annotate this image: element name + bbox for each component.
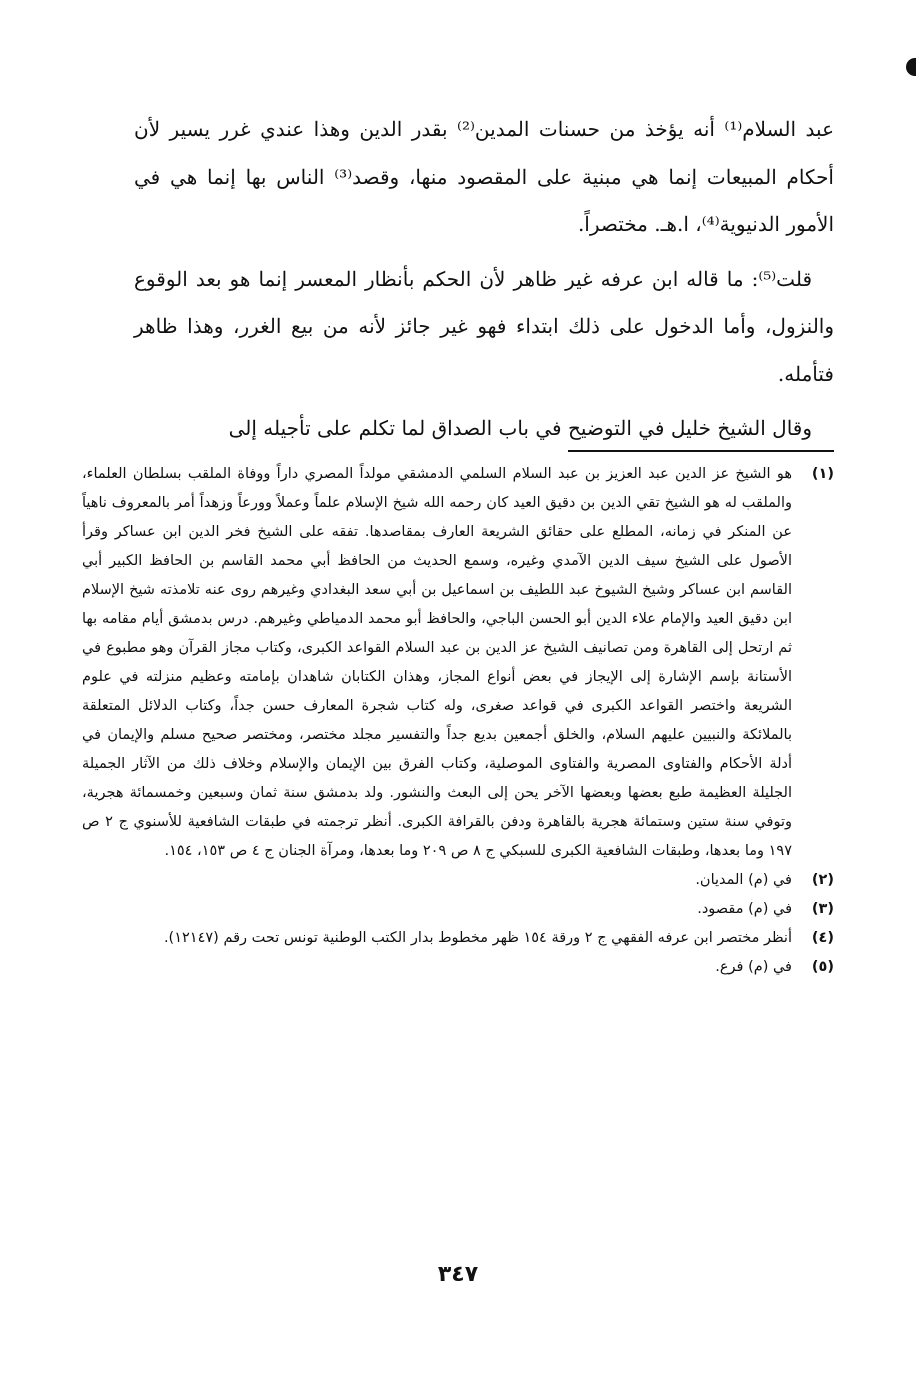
footnote-item [82, 460, 834, 866]
footnote-number: (٤) [811, 930, 834, 946]
main-paragraph: قلت⁽⁵⁾: ما قاله ابن عرفه غير ظاهر لأن الحكم بأنظار المعسر إنما هو بعد الوقوع والنزول، وأما الدخول على ذلك ابتداء فهو غير جائز لأنه من بيع الغرر، وهذا ظاهر فتأمله. [134, 266, 835, 386]
page-edge-mark [906, 58, 916, 76]
footnote-divider [568, 450, 834, 452]
footnote-text: أنظر مختصر ابن عرفه الفقهي ج ٢ ورقة ١٥٤ ظهر مخطوط بدار الكتب الوطنية تونس تحت رقم (١٢١٤٧). [163, 930, 792, 946]
footnote-number: (١) [811, 466, 834, 482]
footnote-text: في (م) مقصود. [697, 901, 792, 917]
footnote-number: (٣) [811, 901, 834, 917]
footnote-item [82, 895, 834, 924]
page-number: ٣٤٧ [437, 1262, 479, 1287]
main-paragraph: عبد السلام⁽¹⁾ أنه يؤخذ من حسنات المدين⁽²⁾ بقدر الدين وهذا عندي غرر يسير لأن أحكام المبيعات إنما هي مبنية على المقصود منها، وقصد⁽³⁾ الناس بها إنما هي في الأمور الدنيوية⁽⁴⁾، ا.هـ. مختصراً. [134, 117, 835, 236]
main-paragraph: وقال الشيخ خليل في التوضيح في باب الصداق لما تكلم على تأجيله إلى [228, 416, 812, 440]
footnote-text: في (م) المديان. [695, 872, 792, 888]
footnote-item [82, 866, 834, 895]
footnote-number: (٥) [811, 959, 834, 975]
footnote-item [82, 924, 834, 953]
footnote-item [82, 953, 834, 982]
footnote-text: في (م) فرع. [715, 959, 792, 975]
footnotes-section [82, 460, 834, 982]
footnote-number: (٢) [811, 872, 834, 888]
footnote-text: هو الشيخ عز الدين عبد العزيز بن عبد السلام السلمي الدمشقي مولداً المصري داراً ووفاة الملقب بسلطان العلماء، والملقب له هو الشيخ تقي الدين بن دقيق العيد كان رحمه الله شيخ الإسلام علماً وعملاً وورعاً وزهداً أمر بالمعروف ناهياً عن المنكر في زمانه، المطلع على حقائق الشريعة العارف بمقاصدها. تفقه على الشيخ فخر الدين ابن عساكر وقرأ الأصول على الشيخ سيف الدين الآمدي وغيره، وسمع الحديث من الحافظ أبي محمد القاسم بن الحافظ الكبير أبي القاسم ابن عساكر وشيخ الشيوخ عبد اللطيف بن اسماعيل بن أبي سعد البغدادي وغيرهم روى عنه تلامذته شيخ الإسلام ابن دقيق العيد والإمام علاء الدين أبو الحسن الباجي، والحافظ أبو محمد الدمياطي وغيرهم. درس بدمشق أيام مقامه بها ثم ارتحل إلى القاهرة ومن تصانيف الشيخ عز الدين بن عبد السلام القواعد الكبرى، وكتاب مجاز القرآن وهو مطبوع في الأستانة بإسم الإشارة إلى الإيجاز في بعض أنواع المجاز، وهذان الكتابان شاهدان بإمامته وعظيم منزلته في علوم الشريعة واختصر القواعد الكبرى في قواعد صغرى، وله كتاب شجرة المعارف حسن جداً، وكتاب الدلائل المتعلقة بالملائكة والنبيين عليهم السلام، والخلق أجمعين بديع جداً والتفسير مجلد مختصر، ومختصر صحيح مسلم والإيمان في أدلة الأحكام والفتاوى المصرية والفتاوى الموصلية، وكتاب الفرق بين الإيمان والإسلام وخلاف ذلك من الآثار الجميلة الجليلة العظيمة طبع بعضها وبعضها الآخر يحن إلى البعث والنشور. ولد بدمشق سنة ثمان وسبعين وخمسمائة هجرية، وتوفي سنة ستين وستمائة هجرية بالقاهرة ودفن بالقرافة الكبرى. أنظر ترجمته في طبقات الشافعية للأسنوي ج ٢ ص ١٩٧ وما بعدها، وطبقات الشافعية الكبرى للسبكي ج ٨ ص ٢٠٩ وما بعدها، ومرآة الجنان ج ٤ ص ١٥٣، ١٥٤. [82, 466, 793, 859]
main-text-body [134, 106, 834, 453]
